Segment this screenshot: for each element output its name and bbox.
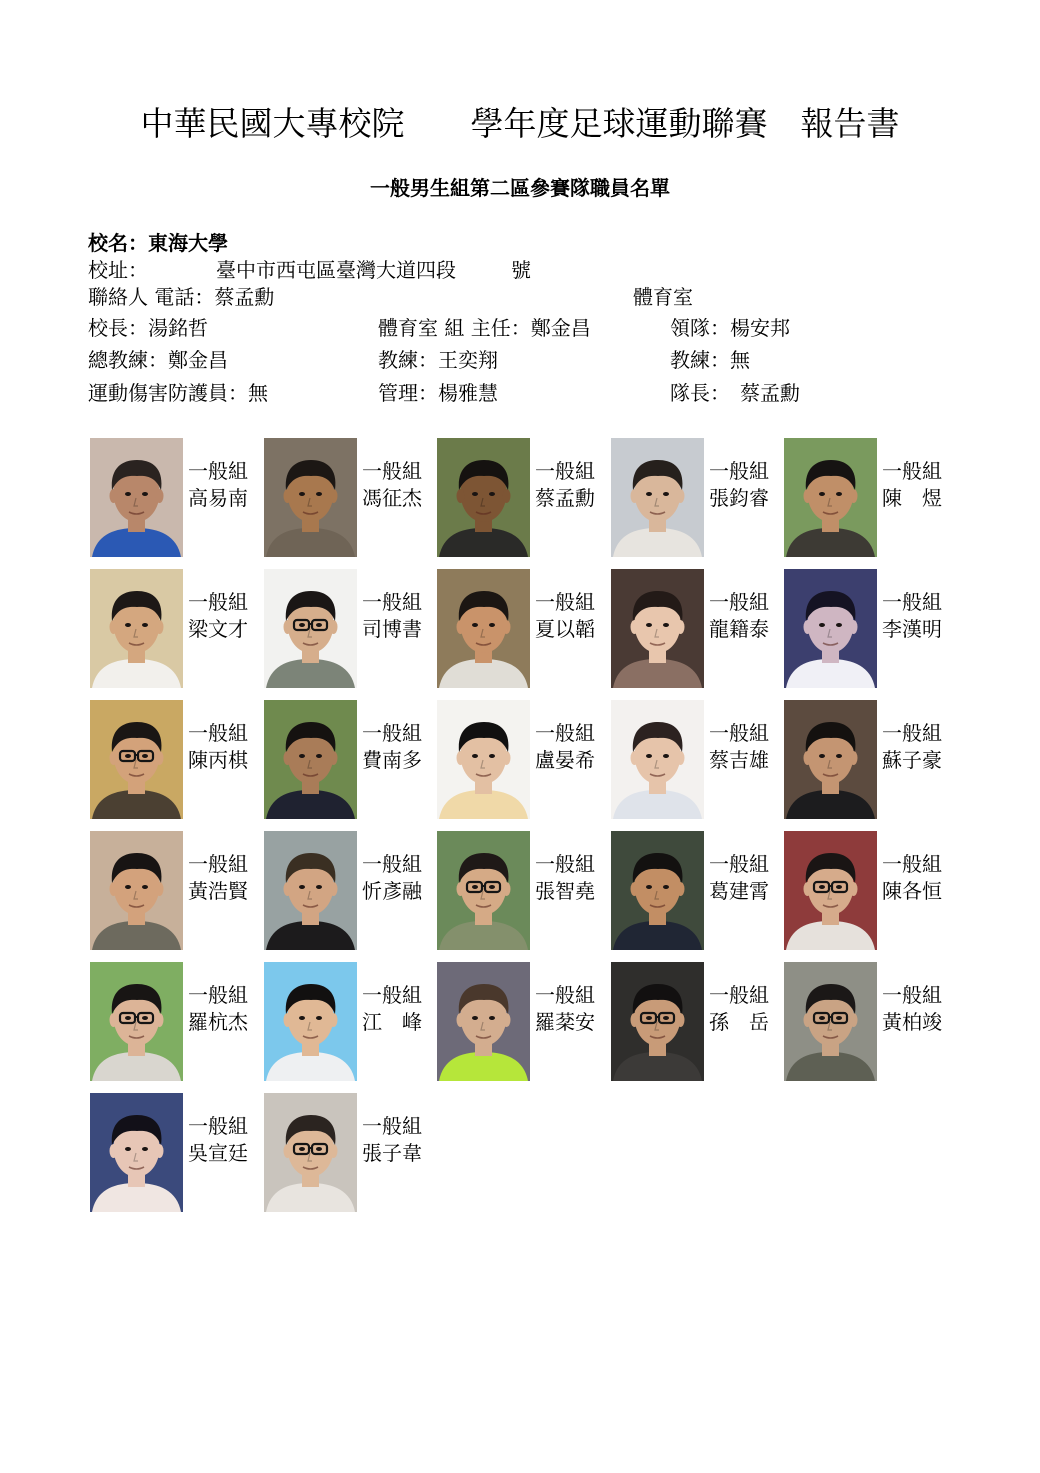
player-photo [90,438,183,557]
player-name: 龍籍泰 [709,617,769,641]
player-name: 羅杭杰 [188,1010,248,1034]
player-group: 一般組 [535,983,595,1007]
player-group: 一般組 [709,983,769,1007]
player-group: 一般組 [188,590,248,614]
player-name: 蘇子豪 [882,748,942,772]
player-group: 一般組 [362,1114,422,1138]
player-photo [264,962,357,1081]
player-name: 張子韋 [362,1141,422,1165]
player-group: 一般組 [882,721,942,745]
office-name: 體育室 [633,285,693,309]
player-group: 一般組 [362,590,422,614]
player-card [611,831,781,951]
player-photo [437,962,530,1081]
player-group: 一般組 [882,983,942,1007]
staff-captain: 隊長： 蔡孟勳 [670,381,800,405]
player-card [784,962,954,1082]
player-group: 一般組 [535,721,595,745]
player-label [362,589,422,643]
player-photo [784,569,877,688]
player-label [882,589,942,643]
player-photo [90,831,183,950]
player-group: 一般組 [709,590,769,614]
player-card [264,1093,434,1213]
player-name: 盧晏希 [535,748,595,772]
player-label [882,851,942,905]
player-photo [611,569,704,688]
player-label [882,720,942,774]
player-name: 梁文才 [188,617,248,641]
player-card [90,700,260,820]
player-photo [784,700,877,819]
page-subtitle: 一般男生組第二區參賽隊職員名單 [370,176,670,200]
address-value: 臺中市西屯區臺灣大道四段 [216,258,456,282]
player-roster [90,438,970,1218]
player-photo [611,438,704,557]
player-card [90,569,260,689]
player-group: 一般組 [709,852,769,876]
player-photo [437,700,530,819]
player-name: 吳宣廷 [188,1141,248,1165]
staff-coach-1: 教練：王奕翔 [378,348,498,372]
player-card [611,569,781,689]
player-name: 高易南 [188,486,248,510]
page-title: 中華民國大專校院 學年度足球運動聯賽 報告書 [140,104,900,143]
player-photo [264,1093,357,1212]
address-label: 校址： [88,258,148,282]
player-card [264,569,434,689]
player-photo [264,438,357,557]
player-label [188,851,248,905]
player-label [535,589,595,643]
player-name: 蔡吉雄 [709,748,769,772]
player-card [437,569,607,689]
player-group: 一般組 [362,721,422,745]
player-name: 黃柏竣 [882,1010,942,1034]
player-card [90,831,260,951]
player-photo [611,831,704,950]
player-name: 蔡孟勳 [535,486,595,510]
player-label [882,458,942,512]
player-name: 張鈞睿 [709,486,769,510]
player-name: 夏以韜 [535,617,595,641]
player-group: 一般組 [188,1114,248,1138]
player-group: 一般組 [535,590,595,614]
player-card [90,962,260,1082]
address-suffix: 號 [511,258,531,282]
player-photo [437,831,530,950]
player-group: 一般組 [709,459,769,483]
player-photo [264,569,357,688]
player-label [188,589,248,643]
player-name: 馮征杰 [362,486,422,510]
player-name: 葛建霄 [709,879,769,903]
player-group: 一般組 [882,590,942,614]
player-group: 一般組 [362,852,422,876]
player-label [362,458,422,512]
player-name: 李漢明 [882,617,942,641]
player-label [882,982,942,1036]
player-name: 張智堯 [535,879,595,903]
player-name: 忻彥融 [362,879,422,903]
player-label [188,458,248,512]
player-group: 一般組 [362,459,422,483]
player-group: 一般組 [188,459,248,483]
player-photo [611,700,704,819]
player-card [90,438,260,558]
player-name: 孫 岳 [709,1010,769,1034]
player-label [709,589,769,643]
player-label [535,720,595,774]
player-label [535,851,595,905]
player-group: 一般組 [882,459,942,483]
player-label [709,851,769,905]
staff-coach-2: 教練：無 [670,348,750,372]
staff-leader: 領隊：楊安邦 [670,316,790,340]
player-photo [90,700,183,819]
player-card [784,700,954,820]
player-group: 一般組 [535,459,595,483]
player-card [90,1093,260,1213]
staff-manager: 管理：楊雅慧 [378,381,498,405]
player-photo [611,962,704,1081]
staff-trainer: 運動傷害防護員：無 [88,381,268,405]
player-card [611,700,781,820]
player-label [362,851,422,905]
player-card [264,831,434,951]
player-photo [90,962,183,1081]
player-photo [437,438,530,557]
player-label [362,720,422,774]
player-group: 一般組 [188,721,248,745]
player-label [535,458,595,512]
player-name: 陳 煜 [882,486,942,510]
staff-director: 體育室 組 主任：鄭金昌 [378,316,591,340]
player-name: 黃浩賢 [188,879,248,903]
player-photo [264,831,357,950]
player-label [188,982,248,1036]
player-label [709,720,769,774]
player-card [611,438,781,558]
player-group: 一般組 [882,852,942,876]
player-name: 司博書 [362,617,422,641]
player-label [709,982,769,1036]
staff-head-coach: 總教練：鄭金昌 [88,348,228,372]
player-photo [784,831,877,950]
player-card [264,438,434,558]
player-photo [784,962,877,1081]
staff-principal: 校長：湯銘哲 [88,316,208,340]
player-card [264,700,434,820]
contact-info: 聯絡人 電話：蔡孟勳 [88,285,275,309]
player-label [188,1113,248,1167]
player-label [709,458,769,512]
player-group: 一般組 [188,983,248,1007]
player-card [784,438,954,558]
player-photo [90,1093,183,1212]
player-card [264,962,434,1082]
player-name: 江 峰 [362,1010,422,1034]
player-card [437,962,607,1082]
player-photo [784,438,877,557]
player-label [188,720,248,774]
player-card [437,438,607,558]
player-photo [90,569,183,688]
player-label [362,982,422,1036]
player-group: 一般組 [188,852,248,876]
player-card [784,831,954,951]
player-card [437,700,607,820]
school-name: 校名：東海大學 [88,231,228,255]
player-photo [264,700,357,819]
player-group: 一般組 [362,983,422,1007]
player-label [362,1113,422,1167]
player-card [784,569,954,689]
player-name: 羅棻安 [535,1010,595,1034]
player-group: 一般組 [709,721,769,745]
player-name: 陳丙棋 [188,748,248,772]
player-photo [437,569,530,688]
player-card [611,962,781,1082]
player-name: 陳各恒 [882,879,942,903]
player-label [535,982,595,1036]
player-group: 一般組 [535,852,595,876]
player-name: 費南多 [362,748,422,772]
player-card [437,831,607,951]
